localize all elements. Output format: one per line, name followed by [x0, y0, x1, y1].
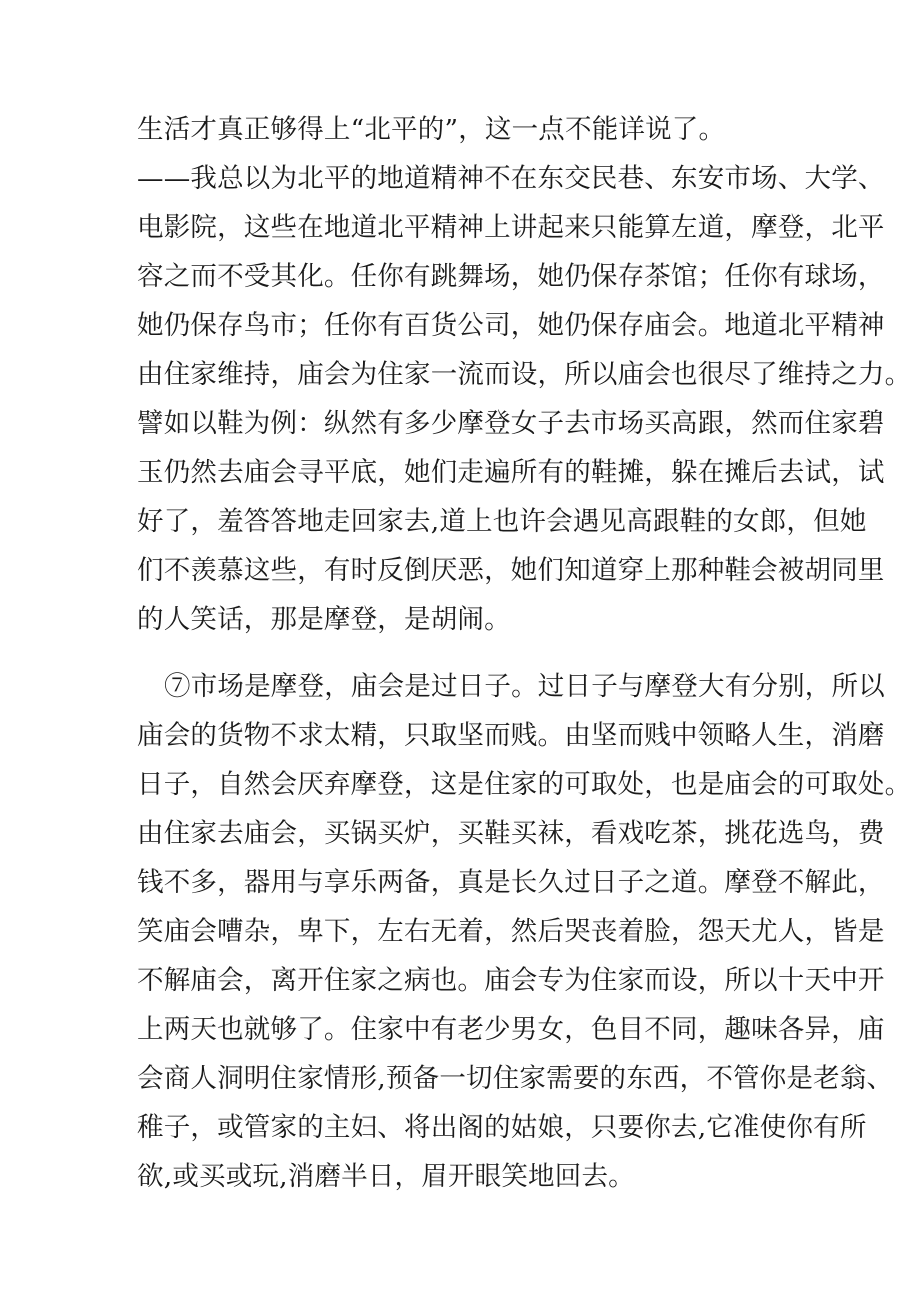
text-line: 稚子，或管家的主妇、将出阁的姑娘，只要你去,它准使你有所	[137, 1112, 867, 1143]
text-line: 上两天也就够了。住家中有老少男女，色目不同，趣味各异，庙	[137, 1014, 885, 1045]
text-line: 欲,或买或玩,消磨半日，眉开眼笑地回去。	[137, 1161, 635, 1192]
text-line: 好了，羞答答地走回家去,道上也许会遇见高跟鞋的女郎，但她	[137, 506, 867, 537]
text-line: 由住家去庙会，买锅买炉，买鞋买袜，看戏吃茶，挑花选鸟，费	[137, 818, 885, 849]
text-line: 钱不多，器用与享乐两备，真是长久过日子之道。摩登不解此，	[137, 867, 885, 898]
text-line: 由住家维持，庙会为住家一流而设，所以庙会也很尽了维持之力。	[137, 359, 912, 390]
text-line: 玉仍然去庙会寻平底，她们走遍所有的鞋摊，躲在摊后去试，试	[137, 457, 885, 488]
text-line: 庙会的货物不求太精，只取坚而贱。由坚而贱中领略人生，消磨	[137, 720, 885, 751]
text-line: 日子，自然会厌弃摩登，这是住家的可取处，也是庙会的可取处。	[137, 769, 912, 800]
text-line: 的人笑话，那是摩登，是胡闹。	[137, 604, 511, 635]
text-line: 会商人洞明住家情形,预备一切住家需要的东西，不管你是老翁、	[137, 1063, 894, 1094]
text-line: 她仍保存鸟市；任你有百货公司，她仍保存庙会。地道北平精神	[137, 310, 885, 341]
text-line: ⑦市场是摩登，庙会是过日子。过日子与摩登大有分别，所以	[164, 671, 885, 702]
text-line: ——我总以为北平的地道精神不在东交民巷、东安市场、大学、	[137, 163, 885, 194]
text-line: 不解庙会，离开住家之病也。庙会专为住家而设，所以十天中开	[137, 965, 885, 996]
text-line: 笑庙会嘈杂，卑下，左右无着，然后哭丧着脸，怨天尤人，皆是	[137, 916, 885, 947]
text-line: 譬如以鞋为例：纵然有多少摩登女子去市场买高跟，然而住家碧	[137, 408, 885, 439]
text-line: 生活才真正够得上“北平的”，这一点不能详说了。	[137, 114, 726, 145]
text-line: 电影院，这些在地道北平精神上讲起来只能算左道，摩登，北平	[137, 212, 885, 243]
text-line: 们不羡慕这些，有时反倒厌恶，她们知道穿上那种鞋会被胡同里	[137, 555, 885, 586]
text-line: 容之而不受其化。任你有跳舞场，她仍保存茶馆；任你有球场，	[137, 261, 885, 292]
